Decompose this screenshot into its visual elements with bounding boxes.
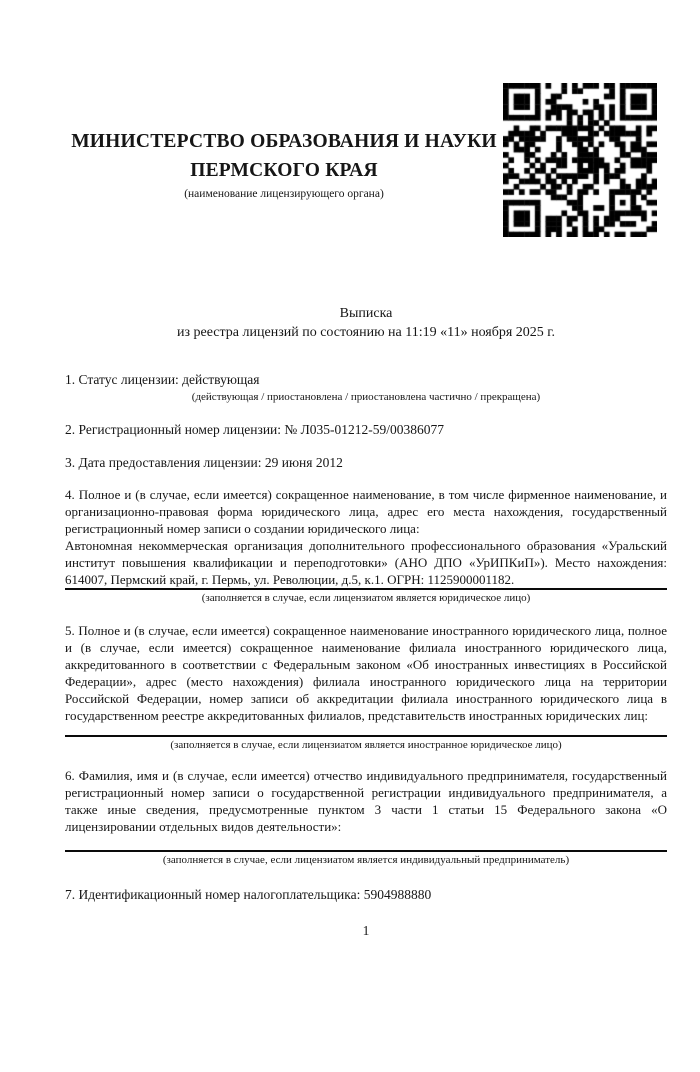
legal-entity-statutory-text: 4. Полное и (в случае, если имеется) сокращенное наименование, в том числе фирменное наименование, и организационно-правовая форма юридического лица, адрес его места нахождения, государственный регистрационный номер записи о создании юридического лица: (65, 487, 667, 536)
document-header (65, 83, 667, 237)
legal-entity-caption: (заполняется в случае, если лицензиатом является юридическое лицо) (201, 592, 531, 604)
page-number: 1 (362, 923, 370, 938)
licensing-authority-block (65, 83, 503, 201)
item-grant-date (65, 454, 667, 472)
fill-line-foreign-entity (65, 735, 667, 737)
document-title-block (65, 305, 667, 342)
fill-line-individual-entrepreneur (65, 850, 667, 852)
item-individual-entrepreneur (65, 767, 667, 867)
licensing-authority-caption: (наименование лицензирующего органа) (184, 188, 384, 200)
item-license-status (65, 371, 667, 404)
qr-code (503, 83, 657, 237)
grant-date-text: 3. Дата предоставления лицензии: 29 июня 2012 (65, 455, 343, 470)
item-registration-number (65, 421, 667, 439)
document-title: Выписка (339, 306, 393, 321)
item-legal-entity (65, 486, 667, 605)
item-taxpayer-number (65, 886, 667, 904)
individual-entrepreneur-caption: (заполняется в случае, если лицензиатом является индивидуальный предприниматель) (162, 854, 570, 866)
ministry-name-line2: ПЕРМСКОГО КРАЯ (190, 160, 378, 181)
registration-number-text: 2. Регистрационный номер лицензии: № Л035-01212-59/00386077 (65, 422, 445, 437)
taxpayer-number-text: 7. Идентификационный номер налогоплательщика: 5904988880 (65, 887, 432, 902)
legal-entity-value: Автономная некоммерческая организация дополнительного профессионального образования «Уральский институт повышения квалификации и переподготовки» (АНО ДПО «УрИПКиП»). Место нахождения: 614007, Пермский край, г. Пермь, ул. Революции, д.5, к.1. ОГРН: 1125900001182. (65, 538, 667, 587)
foreign-entity-caption: (заполняется в случае, если лицензиатом является иностранное юридическое лицо) (170, 739, 562, 751)
item-foreign-entity (65, 622, 667, 752)
individual-entrepreneur-statutory-text: 6. Фамилия, имя и (в случае, если имеется) отчество индивидуального предпринимателя, государственный регистрационный номер записи о государственной регистрации индивидуального предпринимателя, а также иные сведения, предусмотренные пунктом 3 части 1 статьи 15 Федерального закона «О лицензировании отдельных видов деятельности»: (65, 768, 667, 834)
foreign-entity-statutory-text: 5. Полное и (в случае, если имеется) сокращенное наименование иностранного юридического лица, полное и (в случае, если имеется) сокращенное наименование филиала иностранного юридического лица, аккредитованного в соответствии с Федеральным законом «Об иностранных инвестициях в Российской Федерации», адрес (место нахождения) филиала иностранного юридического лица на территории Российской Федерации, номер записи об аккредитации филиала иностранного юридического лица в государственном реестре аккредитованных филиалов, представительств иностранных юридических лиц: (65, 623, 667, 723)
qr-code-container (503, 83, 657, 237)
individual-entrepreneur-blank-field (65, 835, 667, 850)
ministry-name-line1: МИНИСТЕРСТВО ОБРАЗОВАНИЯ И НАУКИ (71, 131, 497, 152)
license-status-options-caption: (действующая / приостановлена / приостановлена частично / прекращена) (191, 391, 541, 403)
license-status-text: 1. Статус лицензии: действующая (65, 372, 260, 387)
fill-line-legal-entity (65, 588, 667, 590)
license-extract-page (0, 83, 700, 1072)
document-subtitle: из реестра лицензий по состоянию на 11:19 «11» ноября 2025 г. (177, 324, 555, 340)
ministry-name (65, 127, 503, 185)
foreign-entity-blank-field (65, 724, 667, 735)
